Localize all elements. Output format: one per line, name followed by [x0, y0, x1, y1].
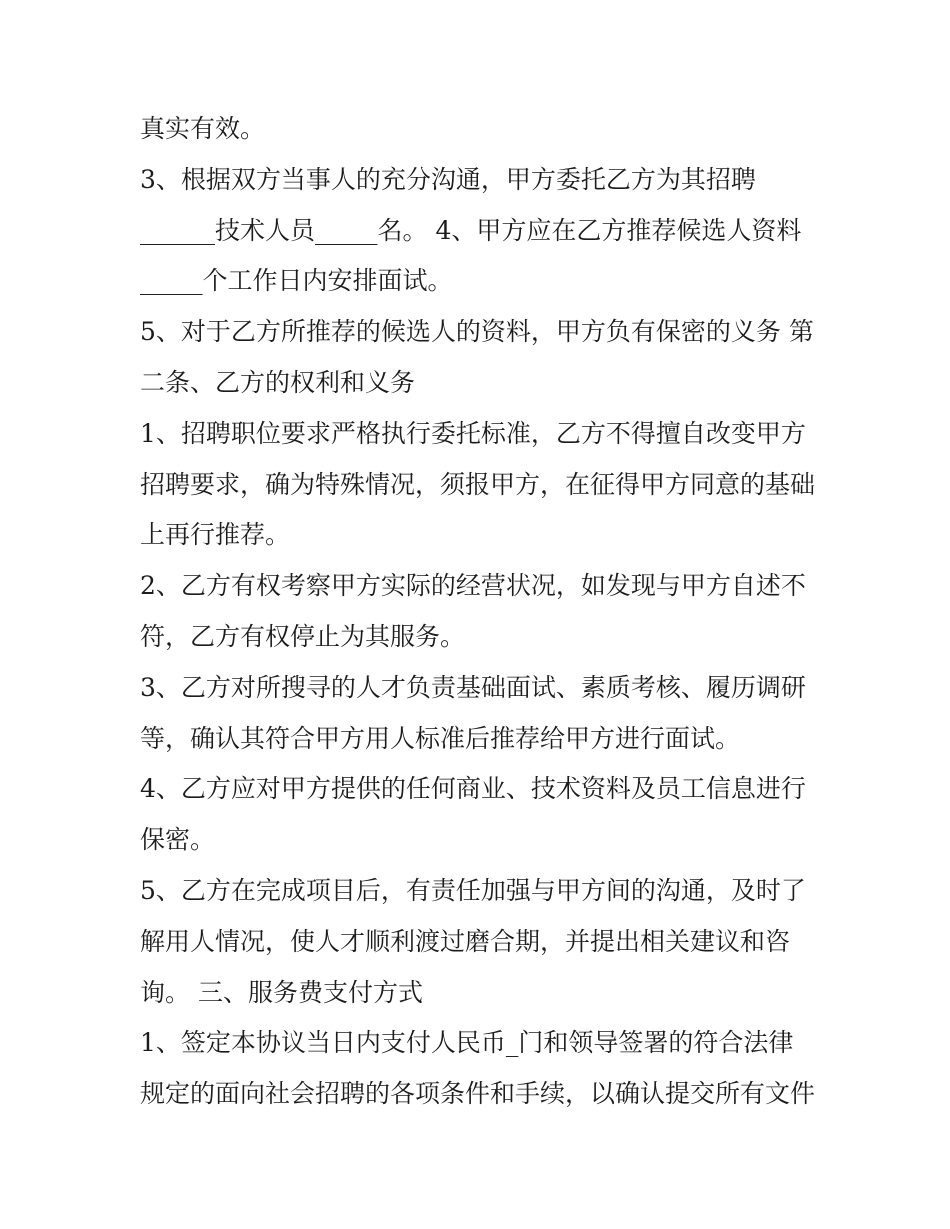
- text-line-14: 4、乙方应对甲方提供的任何商业、技术资料及员工信息进行: [140, 774, 806, 804]
- text-line-20: 规定的面向社会招聘的各项条件和手续，以确认提交所有文件: [140, 1079, 816, 1109]
- text-line-11: 符，乙方有权停止为其服务。: [140, 621, 466, 651]
- text-line-2: 3、根据双方当事人的充分沟通，甲方委托乙方为其招聘: [140, 164, 756, 194]
- text-line-15: 保密。: [140, 825, 216, 855]
- text-line-10: 2、乙方有权考察甲方实际的经营状况，如发现与甲方自述不: [140, 571, 806, 601]
- text-line-16: 5、乙方在完成项目后，有责任加强与甲方间的沟通，及时了: [140, 875, 806, 905]
- text-line-19: 1、签定本协议当日内支付人民币_门和领导签署的符合法律: [140, 1028, 794, 1058]
- text-line-8: 招聘要求，确为特殊情况，须报甲方，在征得甲方同意的基础: [140, 469, 816, 499]
- text-line-17: 解用人情况，使人才顺利渡过磨合期，并提出相关建议和咨: [140, 926, 791, 956]
- text-line-5: 5、对于乙方所推荐的候选人的资料，甲方负有保密的义务 第: [140, 317, 814, 347]
- text-line-1: 真实有效。: [140, 114, 266, 143]
- text-line-18: 询。 三、服务费支付方式: [140, 977, 423, 1007]
- text-line-12: 3、乙方对所搜寻的人才负责基础面试、素质考核、履历调研: [140, 672, 806, 702]
- text-line-6: 二条、乙方的权利和义务: [140, 367, 416, 397]
- text-line-9: 上再行推荐。: [140, 520, 291, 550]
- text-line-13: 等，确认其符合甲方用人标准后推荐给甲方进行面试。: [140, 723, 741, 753]
- text-line-3: ______技术人员_____名。 4、甲方应在乙方推荐候选人资料: [140, 215, 802, 245]
- text-line-4: _____个工作日内安排面试。: [140, 266, 453, 296]
- document-body: [140, 104, 830, 1120]
- text-line-7: 1、招聘职位要求严格执行委托标准，乙方不得擅自改变甲方: [140, 418, 806, 448]
